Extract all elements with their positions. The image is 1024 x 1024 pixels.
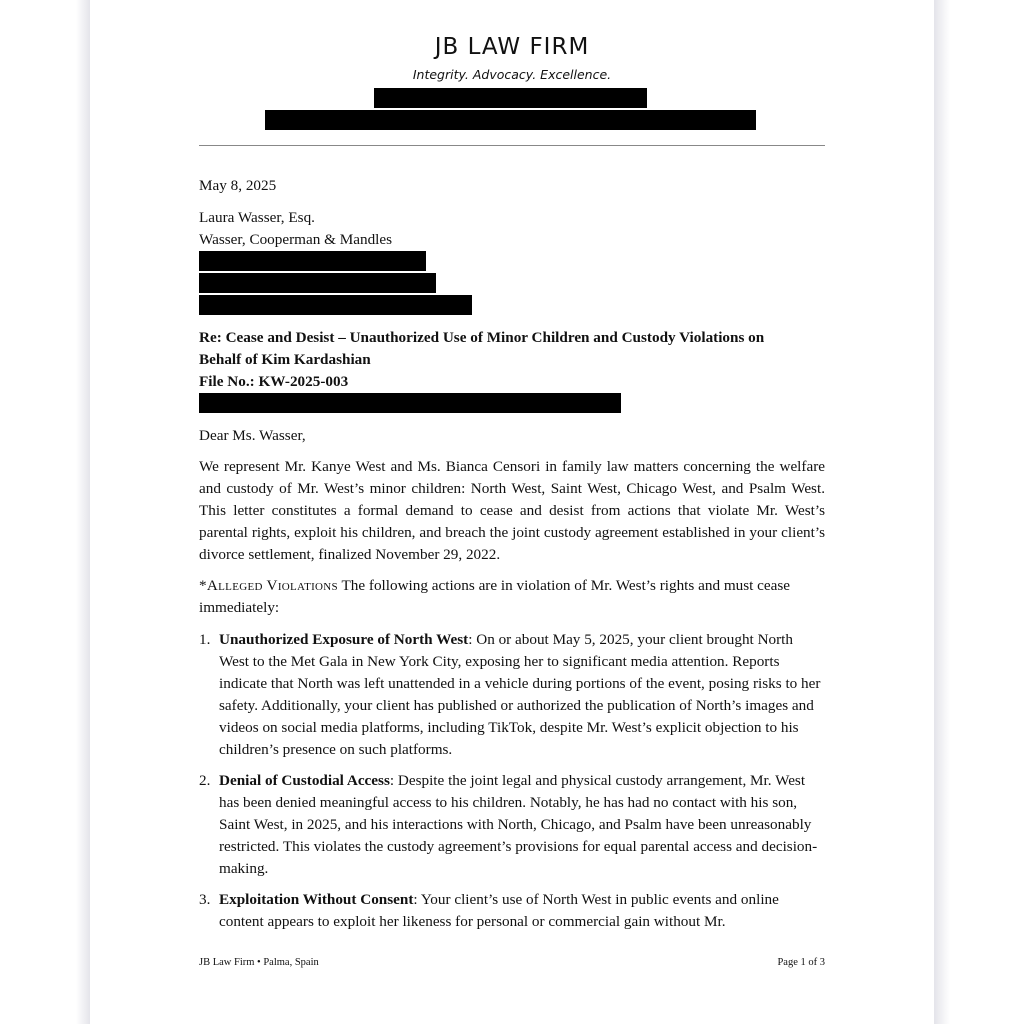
redacted-recipient-address-3 (199, 295, 472, 315)
firm-tagline: Integrity. Advocacy. Excellence. (412, 67, 612, 82)
violation-title: Exploitation Without Consent (219, 891, 414, 908)
letter-date: May 8, 2025 (199, 177, 277, 194)
violation-title: Denial of Custodial Access (219, 772, 390, 789)
violation-item-3 (199, 889, 825, 933)
redacted-address-line-1 (374, 88, 647, 108)
redacted-reference-line (199, 393, 621, 413)
letter-page (90, 0, 934, 1024)
footer-page-number: Page 1 of 3 (777, 957, 825, 968)
salutation: Dear Ms. Wasser, (199, 427, 306, 444)
violation-text: : Despite the joint legal and physical custody arrangement, Mr. West has been denied meaningful access to his children. Notably, he has had no contact with his son, Saint West, in 2025, and his interactions with North, Chicago, and Psalm have been unreasonably restricted. This violates the custody agreement’s provisions for equal parental access and decision-making. (219, 772, 818, 877)
intro-paragraph: We represent Mr. Kanye West and Ms. Bianca Censori in family law matters concerning the welfare and custody of Mr. West’s minor children: North West, Saint West, Chicago West, and Psalm West. This letter constitutes a formal demand to cease and desist from actions that violate Mr. West’s parental rights, exploit his children, and breach the joint custody agreement established in your client’s divorce settlement, finalized November 29, 2022. (199, 458, 825, 563)
page-shadow-right (934, 0, 950, 1024)
violation-item-2 (199, 770, 825, 880)
violation-item-1 (199, 629, 825, 761)
recipient-name: Laura Wasser, Esq. (199, 209, 315, 226)
header-divider (199, 145, 825, 146)
subject-line-2: Behalf of Kim Kardashian (199, 351, 371, 368)
violation-number: 2. (199, 772, 211, 789)
violations-intro (199, 575, 825, 619)
violation-title: Unauthorized Exposure of North West (219, 631, 469, 648)
file-number: File No.: KW-2025-003 (199, 373, 349, 390)
violation-number: 1. (199, 631, 211, 648)
firm-name: JB LAW FIRM (434, 34, 590, 60)
redacted-recipient-address-2 (199, 273, 436, 293)
redacted-address-line-2 (265, 110, 756, 130)
violations-intro-text: The following actions are in violation of Mr. West’s rights and must cease immediately: (199, 577, 791, 616)
violation-number: 3. (199, 891, 211, 908)
recipient-firm: Wasser, Cooperman & Mandles (199, 231, 393, 248)
page-shadow-left (76, 0, 90, 1024)
subject-line-1: Re: Cease and Desist – Unauthorized Use of Minor Children and Custody Violations on (199, 329, 765, 346)
violation-text: : Your client’s use of North West in public events and online content appears to exploit her likeness for personal or commercial gain without Mr. (219, 891, 779, 930)
footer-left: JB Law Firm • Palma, Spain (199, 957, 319, 968)
violations-heading: *Alleged Violations (199, 577, 338, 594)
violation-text: : On or about May 5, 2025, your client brought North West to the Met Gala in New York City, exposing her to significant media attention. Reports indicate that North was left unattended in a vehicle during portions of the event, posing risks to her safety. Additionally, your client has published or authorized the publication of North’s images and videos on social media platforms, including TikTok, despite Mr. West’s explicit objection to his children’s presence on such platforms. (219, 631, 821, 758)
redacted-recipient-address-1 (199, 251, 426, 271)
